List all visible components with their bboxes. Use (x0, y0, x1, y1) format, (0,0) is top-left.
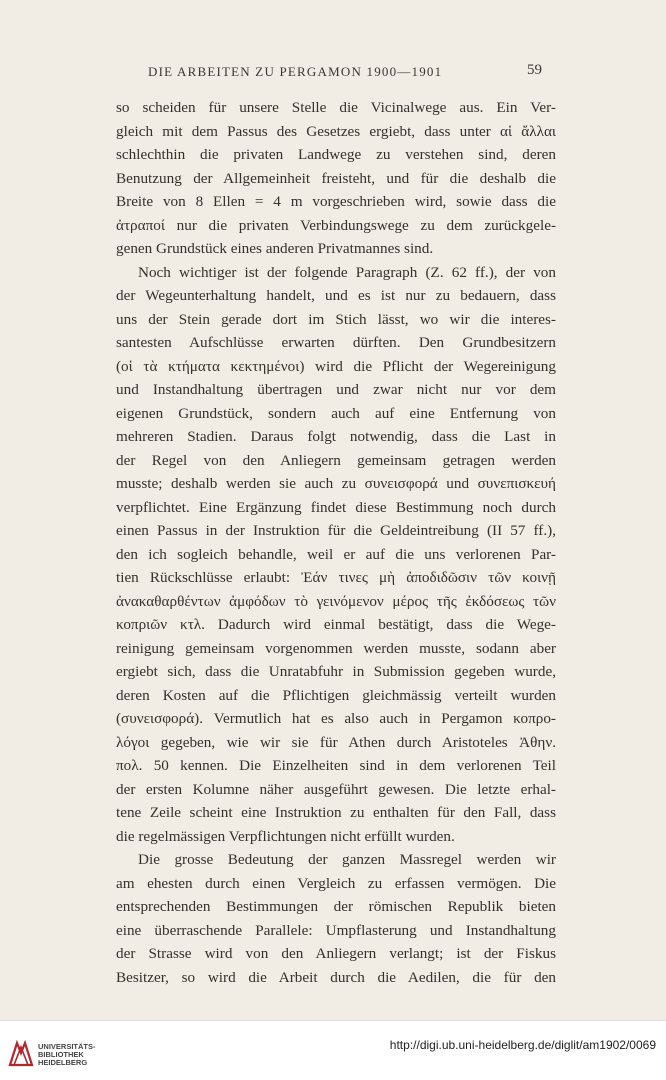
text-line: die regelmässigen Verpflichtungen nicht erfüllt wurden. (116, 827, 455, 845)
text-line: eine überraschende Parallele: Umpflasterung und Instandhaltung (116, 921, 556, 939)
text-line: uns der Stein gerade dort im Stich lässt, wo wir die interes- (116, 310, 556, 328)
text-line: der ersten Kolumne näher ausgeführt gewesen. Die letzte erhal- (116, 780, 556, 798)
text-line: santesten Aufschlüsse erwarten dürften. Den Grundbesitzern (116, 334, 556, 351)
running-head: DIE ARBEITEN ZU PERGAMON 1900—1901 (148, 64, 443, 79)
library-name-line: UNIVERSITÄTS- (38, 1042, 96, 1051)
text-line: so scheiden für unsere Stelle die Vicinalwege aus. Ein Ver- (116, 99, 556, 116)
text-line: Noch wichtiger ist der folgende Paragraph (Z. 62 ff.), der von (138, 263, 556, 281)
text-line: tene Zeile scheint eine Instruktion zu enthalten für den Fall, dass (116, 804, 556, 821)
text-line: λόγοι gegeben, wie wir sie für Athen durch Aristoteles Ἀθην. (116, 733, 556, 751)
text-line: reinigung gemeinsam vorgenommen werden musste, sodann aber (116, 639, 556, 657)
text-line: (συνεισφορά). Vermutlich hat es also auch in Pergamon κοπρο- (116, 710, 556, 727)
text-line: (οἱ τὰ κτήματα κεκτημένοι) wird die Pflicht der Wegereinigung (116, 357, 556, 375)
text-line: Benutzung der Allgemeinheit freisteht, und für die deshalb die (116, 169, 556, 187)
text-line: am ehesten durch einen Vergleich zu erfassen vermögen. Die (116, 874, 556, 892)
text-line: einen Passus in der Instruktion für die Geldeintreibung (II 57 ff.), (116, 522, 556, 539)
text-line: Die grosse Bedeutung der ganzen Massregel werden wir (138, 851, 556, 868)
text-line: ἀτραποί nur die privaten Verbindungswege zu dem zurückgele- (116, 216, 556, 234)
body-text (116, 96, 556, 989)
page-header (0, 64, 666, 86)
text-line: Besitzer, so wird die Arbeit durch die Aedilen, die für den (116, 968, 556, 986)
text-line: der Wegeunterhaltung handelt, und es ist nur zu bedauern, dass (116, 287, 556, 304)
text-line: Breite von 8 Ellen = 4 m vorgeschrieben wird, sowie dass die (116, 193, 556, 210)
library-name-line: BIBLIOTHEK (38, 1050, 84, 1059)
text-line: ergiebt sich, dass die Unratabfuhr in Submission gegeben wurde, (116, 663, 556, 680)
text-line: der Strasse wird von den Anliegern verlangt; ist der Fiskus (116, 945, 556, 962)
footer-bar (0, 1020, 666, 1080)
text-line: genen Grundstück eines anderen Privatmannes sind. (116, 240, 434, 257)
text-line: entsprechenden Bestimmungen der römischen Republik bieten (116, 898, 556, 915)
library-name (38, 1043, 96, 1067)
text-line: tien Rückschlüsse erlaubt: Ἐάν τινες μὴ ἀποδιδῶσιν τῶν κοινῇ (116, 569, 556, 586)
page-number: 59 (527, 62, 542, 78)
text-line: κοπριῶν κτλ. Dadurch wird einmal bestätigt, dass die Wege- (116, 616, 556, 633)
text-line: den ich sogleich behandle, weil er auf die uns verlorenen Par- (116, 545, 556, 563)
text-line: ἀνακαθαρθέντων ἀμφόδων τὸ γεινόμενον μέρος τῆς ἐκδόσεως τῶν (116, 592, 556, 610)
text-line: verpflichtet. Eine Ergänzung findet diese Bestimmung noch durch (116, 498, 556, 516)
text-line: und Instandhaltung übertragen und zwar nicht nur vor dem (116, 381, 556, 398)
text-line: mehreren Stadien. Daraus folgt notwendig, dass die Last in (116, 428, 556, 445)
text-line: musste; deshalb werden sie auch zu συνεισφορά und συνεπισκευή (116, 475, 556, 492)
text-line: der Regel von den Anliegern gemeinsam getragen werden (116, 451, 556, 469)
text-line: deren Kosten auf die Pflichtigen gleichmässig verteilt wurden (116, 686, 556, 704)
source-url-link[interactable]: http://digi.ub.uni-heidelberg.de/diglit/am1902/0069 (389, 1038, 656, 1052)
library-name-line: HEIDELBERG (38, 1058, 88, 1067)
text-line: eigenen Grundstück, sondern auch auf eine Entfernung von (116, 404, 556, 422)
text-line: schlechthin die privaten Landwege zu verstehen sind, deren (116, 146, 556, 163)
heidelberg-university-library-logo-icon (8, 1039, 34, 1067)
text-line: πολ. 50 kennen. Die Einzelheiten sind in dem verlorenen Teil (116, 757, 556, 774)
text-line: gleich mit dem Passus des Gesetzes ergiebt, dass unter αἱ ἄλλαι (116, 122, 556, 140)
